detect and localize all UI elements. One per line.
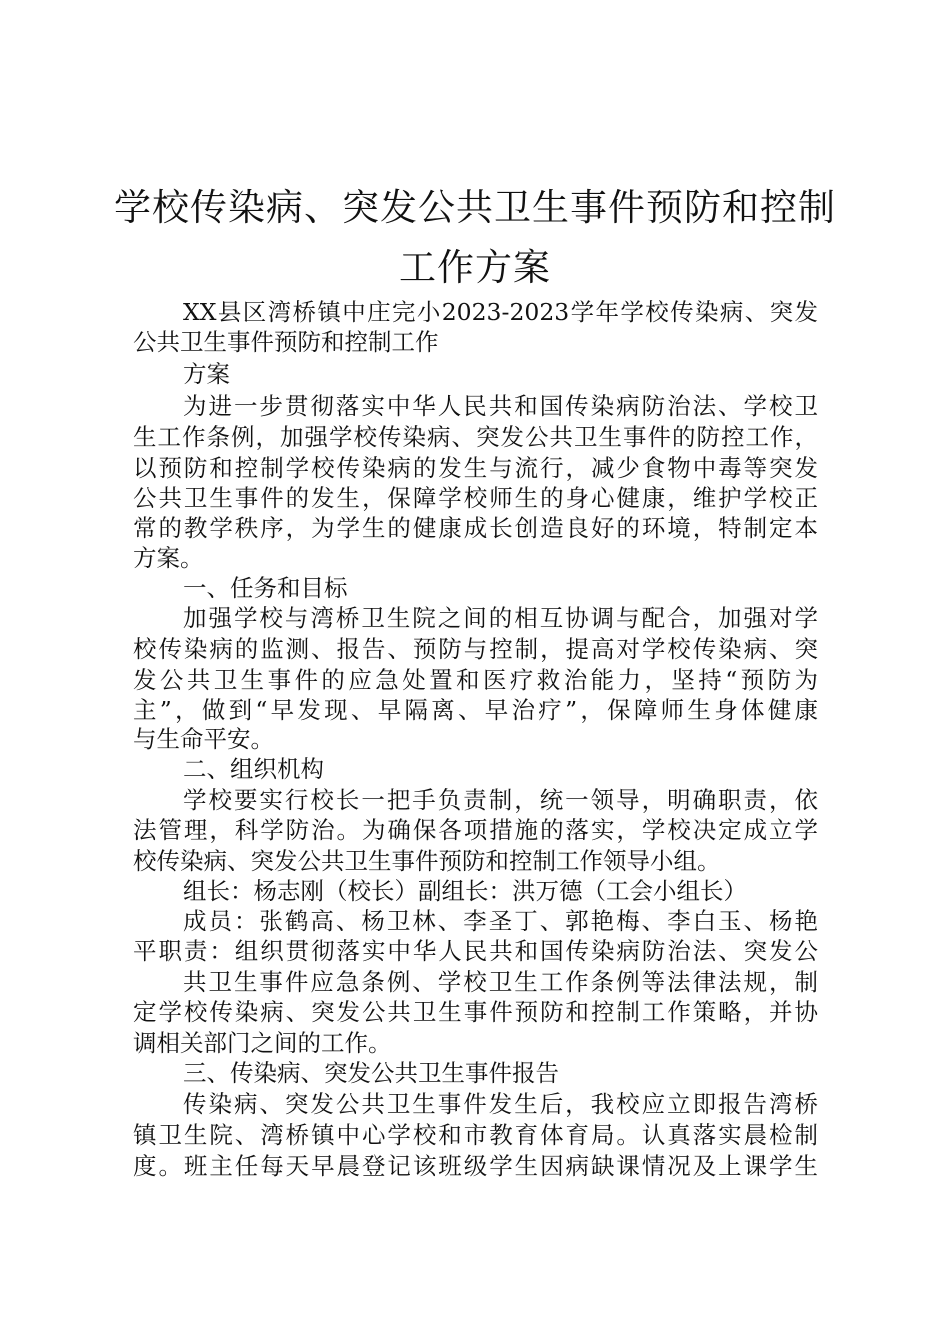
paragraph-line: 共卫生事件应急条例、学校卫生工作条例等法律法规，制: [183, 968, 818, 996]
paragraph-line: 学校要实行校长一把手负责制，统一领导，明确职责，依: [183, 786, 818, 814]
paragraph-line: 生工作条例，加强学校传染病、突发公共卫生事件的防控工作，: [133, 423, 818, 451]
paragraph-line: 主”，做到“早发现、早隔离、早治疗”，保障师生身体健康: [133, 696, 818, 724]
paragraph-line: 校传染病的监测、报告、预防与控制，提高对学校传染病、突: [133, 635, 818, 663]
paragraph-line: 度。班主任每天早晨登记该班级学生因病缺课情况及上课学生: [133, 1152, 818, 1180]
paragraph-line: 为进一步贯彻落实中华人民共和国传染病防治法、学校卫: [183, 392, 818, 420]
paragraph-line: 公共卫生事件的发生，保障学校师生的身心健康，维护学校正: [133, 484, 818, 512]
paragraph-line: 方案。: [133, 544, 204, 572]
paragraph-line: 校传染病、突发公共卫生事件预防和控制工作领导小组。: [133, 847, 721, 875]
intro-line: 方案: [183, 360, 230, 388]
paragraph-line: 定学校传染病、突发公共卫生事件预防和控制工作策略，并协: [133, 998, 818, 1026]
document-title-line-1: 学校传染病、突发公共卫生事件预防和控制: [114, 186, 836, 229]
intro-line: XX县区湾桥镇中庄完小2023-2023学年学校传染病、突发: [183, 298, 818, 326]
paragraph-line: 平职责：组织贯彻落实中华人民共和国传染病防治法、突发公: [133, 937, 818, 965]
paragraph-line: 成员：张鹤高、杨卫林、李圣丁、郭艳梅、李白玉、杨艳: [183, 907, 818, 935]
paragraph-line: 镇卫生院、湾桥镇中心学校和市教育体育局。认真落实晨检制: [133, 1121, 818, 1149]
section-heading: 一、任务和目标: [183, 574, 348, 602]
paragraph-line: 法管理，科学防治。为确保各项措施的落实，学校决定成立学: [133, 816, 818, 844]
paragraph-line: 传染病、突发公共卫生事件发生后，我校应立即报告湾桥: [183, 1090, 818, 1118]
paragraph-line: 加强学校与湾桥卫生院之间的相互协调与配合，加强对学: [183, 604, 818, 632]
paragraph-line: 以预防和控制学校传染病的发生与流行，减少食物中毒等突发: [133, 454, 818, 482]
intro-line: 公共卫生事件预防和控制工作: [133, 328, 439, 356]
paragraph-line: 调相关部门之间的工作。: [133, 1029, 392, 1057]
paragraph-line: 常的教学秩序，为学生的健康成长创造良好的环境，特制定本: [133, 514, 818, 542]
paragraph-line: 发公共卫生事件的应急处置和医疗救治能力，坚持“预防为: [133, 666, 818, 694]
paragraph-line: 组长：杨志刚（校长）副组长：洪万德（工会小组长）: [183, 877, 747, 905]
section-heading: 二、组织机构: [183, 755, 324, 783]
paragraph-line: 与生命平安。: [133, 725, 274, 753]
document-title-line-2: 工作方案: [399, 246, 551, 289]
section-heading: 三、传染病、突发公共卫生事件报告: [183, 1059, 559, 1087]
